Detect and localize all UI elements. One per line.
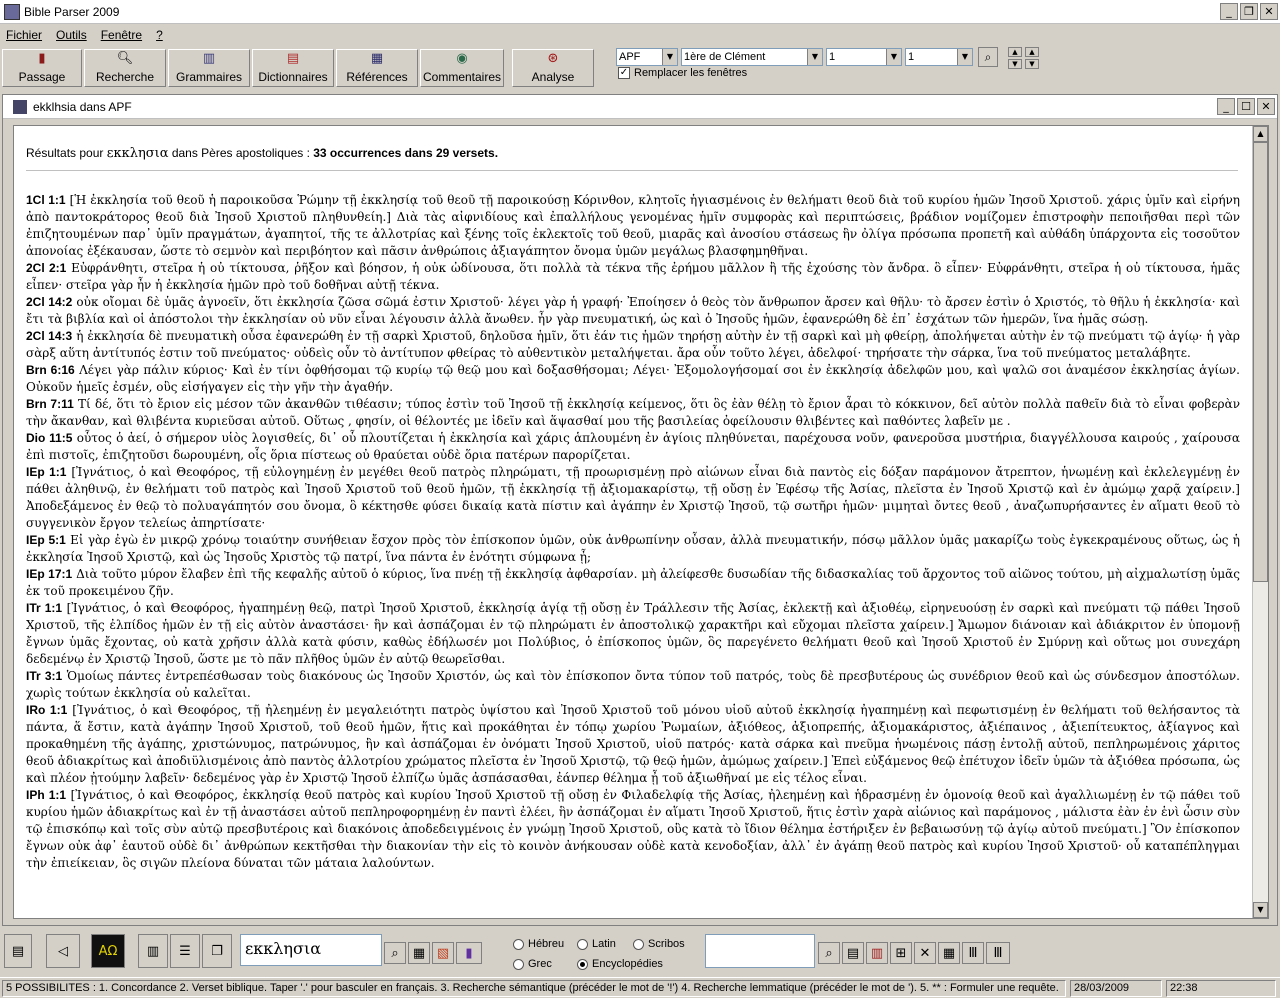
commentaires-button[interactable]: ◉ Commentaires [420,49,504,87]
verse-text: Διὰ τοῦτο μύρον ἔλαβεν ἐπὶ τῆς κεφαλῆς αὐτοῦ ὁ κύριος, ἵνα πνέῃ τῇ ἐκκλησίᾳ ἀφθαρσίαν. μὴ ἀλείφεσθε δυσωδίαν τῆς διδασκαλίας τοῦ ἄρχοντος τοῦ αἰῶνος τούτου, μὴ αἰχμαλωτίσῃ ὑμᾶς ἐκ τοῦ προκειμένου ζῆν. [26,567,1241,598]
close-button[interactable]: ✕ [1260,3,1278,20]
chevron-down-icon: ▼ [957,49,972,65]
vertical-scrollbar[interactable] [1252,126,1268,918]
back-triangle-icon[interactable]: ◁ [46,934,80,968]
book-select[interactable]: 1ère de Clément ▼ [681,48,823,66]
scroll-down-icon[interactable]: ▼ [1253,902,1268,918]
verse-text: οὗτος ὁ ἀεί, ὁ σήμερον υἱὸς λογισθείς, δι᾽ οὗ πλουτίζεται ἡ ἐκκλησία καὶ χάρις ἁπλουμένη ἐν ἁγίοις πληθύνεται, παρέχουσα νοῦν, φανεροῦσα μυστήρια, διαγγέλλουσα καιρούς , χαίρουσα ἐπὶ πιστοῖς, ἐπιζητοῦσι δωρουμένη, οἷς ὅρια πίστεως οὐ θραύεται οὐδὲ ὅρια πατέρων παρορίζεται. [26,431,1240,462]
verse-entry[interactable] [26,566,1240,600]
verse-reference[interactable]: IRo 1:1 [26,703,68,717]
book-stack-icon[interactable]: ▥ [866,942,888,964]
app-icon [4,4,20,20]
verse-text: Ὁμοίως πάντες ἐντρεπέσθωσαν τοὺς διακόνους ὡς Ἰησοῦν Χριστόν, ὡς καὶ τὸν ἐπίσκοπον ὄντα τύπον τοῦ πατρός, τοὺς δὲ πρεσβυτέρους ὡς συνέδριον θεοῦ καὶ ὡς σύνδεσμον ἀποστόλων. χωρὶς τούτων ἐκκλησία οὐ καλεῖται. [26,669,1240,700]
minimize-button[interactable]: _ [1220,3,1238,20]
results-window [2,94,1278,926]
verse-reference[interactable]: IEp 5:1 [26,533,66,547]
verse-text: Τί δέ, ὅτι τὸ ἔριον εἰς μέσον τῶν ἀκανθῶν τιθέασιν; τύπος ἐστὶν τοῦ Ἰησοῦ τῇ ἐκκλησίᾳ κείμενος, ὅτι ὃς ἐὰν θέλῃ τὸ ἔριον ἆραι τὸ κόκκινον, δεῖ αὐτὸν πολλὰ παθεῖν διὰ τὸ εἶναι φοβερὰν τὴν ἄκανθαν, καὶ θλιβέντα κυριεῦσαι αὐτοῦ. Οὕτως , φησίν, οἱ θέλοντές με ἰδεῖν καὶ ἅψασθαί μου τῆς βασιλείας ὀφείλουσιν θλιβέντες καὶ παθόντες λαβεῖν με . [26,397,1241,428]
child-close-button[interactable]: ✕ [1257,98,1275,115]
document-icon[interactable]: ▤ [842,942,864,964]
columns-icon[interactable]: ▥ [138,934,168,968]
verse-text: [Ἰγνάτιος, ὁ καὶ Θεοφόρος, ἐκκλησίᾳ θεοῦ πατρὸς καὶ κυρίου Ἰησοῦ Χριστοῦ τῇ οὔσῃ ἐν Φιλαδελφίᾳ τῆς Ἀσίας, ἠλεημένῃ καὶ ἡδρασμένῃ ἐν ὁμονοίᾳ θεοῦ καὶ ἀγαλλιωμένῃ ἐν τῷ πάθει τοῦ κυρίου ἡμῶν ἀδιακρίτως καὶ ἐν τῇ ἀναστάσει αὐτοῦ πεπληροφορημένῃ ἐν παντὶ ἐλέει, ἣν ἀσπάζομαι ἐν αἵματι Ἰησοῦ Χριστοῦ, ἥτις ἐστὶν χαρὰ αἰώνιος καὶ παράμονος , μάλιστα ἐὰν ἐν ἑνὶ ὦσιν σὺν τῷ ἐπισκόπῳ καὶ τοῖς σὺν αὐτῷ πρεσβυτέροις καὶ διακόνοις ἀποδεδειγμένοις ἐν γνώμῃ Ἰησοῦ Χριστοῦ, οὓς κατὰ τὸ ἴδιον θέλημα ἐστήριξεν ἐν βεβαιωσύνῃ τῷ ἁγίῳ αὐτοῦ πνεύματι.] Ὃν ἐπίσκοπον ἔγνων οὐκ ἀφ᾽ ἑαυτοῦ οὐδὲ δι᾽ ἀνθρώπων κεκτῆσθαι τὴν διακονίαν τὴν εἰς τὸ κοινὸν ἀνήκουσαν οὐδὲ κατὰ κενοδοξίαν, ἀλλ᾽ ἐν ἀγάπῃ θεοῦ πατρὸς καὶ κυρίου Ἰησοῦ Χριστοῦ· οὗ καταπέπληγμαι τὴν ἐπιείκειαν, ὃς σιγῶν πλείονα δύναται τῶν μάταια λαλούντων. [26,788,1241,870]
alpha-icon[interactable]: ΑΩ [91,934,125,968]
text-icon[interactable]: Ⅲ [962,942,984,964]
verse-select[interactable]: 1 ▼ [905,48,973,66]
verse-entry[interactable] [26,362,1240,396]
verse-entry[interactable] [26,328,1240,362]
table-icon[interactable]: ▦ [938,942,960,964]
chevron-down-icon: ▼ [807,49,822,65]
chevron-down-icon: ▼ [886,49,901,65]
menu-bar [0,25,1280,45]
verse-entry[interactable] [26,294,1240,328]
verse-text: Λέγει γὰρ πάλιν κύριος· Καὶ ἐν τίνι ὀφθήσομαι τῷ κυρίῳ τῷ θεῷ μου καὶ δοξασθήσομαι; Λέγει· Ἐξομολογήσομαί σοι ἐν ἐκκλησίᾳ ἀδελφῶν μου, καὶ ψαλῶ σοι ἀναμέσον ἐκκλησίας ἁγίων. Οὐκοῦν ἡμεῖς ἐσμέν, οὓς εἰσήγαγεν εἰς τὴν γῆν τὴν ἀγαθήν. [26,363,1240,394]
windows-icon[interactable]: ❐ [202,934,232,968]
verse-entry[interactable] [26,787,1240,872]
status-date: 28/03/2009 [1070,980,1162,997]
results-panel [13,125,1269,919]
analyse-button[interactable]: ⊛ Analyse [512,49,594,87]
magnifier-icon[interactable]: ⌕ [384,942,406,964]
replace-windows-option[interactable]: ✓ Remplacer les fenêtres [619,67,748,79]
swatch-icon[interactable]: ▧ [432,942,454,964]
spin-down-left[interactable]: ▼ [1008,59,1022,69]
globe-icon: ◉ [456,51,468,66]
status-time: 22:38 [1166,980,1276,997]
search-input[interactable]: εκκλησια [240,934,382,966]
spin-up-right[interactable]: ▲ [1025,47,1039,57]
notes-icon[interactable]: ▤ [4,934,32,968]
radio-grec[interactable]: Grec [513,958,552,970]
verse-entry[interactable] [26,668,1240,702]
scroll-up-icon[interactable]: ▲ [1253,126,1268,142]
references-button[interactable]: ▦ Références [336,49,418,87]
child-minimize-button[interactable]: _ [1217,98,1235,115]
radio-hebreu[interactable]: Hébreu [513,938,564,950]
verse-reference[interactable]: 2Cl 14:2 [26,295,73,309]
spin-up-left[interactable]: ▲ [1008,47,1022,57]
verse-text: [Ἡ ἐκκλησία τοῦ θεοῦ ἡ παροικοῦσα Ῥώμην τῇ ἐκκλησίᾳ τοῦ θεοῦ τῇ παροικούσῃ Κόρινθον, κλητοῖς ἡγιασμένοις ἐν θελήματι θεοῦ διὰ τοῦ κυρίου ἡμῶν Ἰησοῦ Χριστοῦ. χάρις ὑμῖν καὶ εἰρήνη ἀπὸ παντοκράτορος θεοῦ διὰ Ἰησοῦ Χριστοῦ πληθυνθείη.] Διὰ τὰς αἰφνιδίους καὶ ἐπαλλήλους γενομένας ἡμῖν συμφορὰς καὶ περιπτώσεις, βράδιον νομίζομεν ἐπιστροφὴν πεποιῆσθαι περὶ τῶν ἐπιζητουμένων παρ᾽ ὑμῖν πραγμάτων, ἀγαπητοί, τῆς τε ἀλλοτρίας καὶ ξένης τοῖς ἐκλεκτοῖς τοῦ θεοῦ, μιαρᾶς καὶ ἀνοσίου στάσεως ἣν ὀλίγα πρόσωπα προπετῆ καὶ αὐθάδη ὑπάρχοντα εἰς τοσοῦτον ἀπονοίας ἐξέκαυσαν, ὥστε τὸ σεμνὸν καὶ περιβόητον καὶ πᾶσιν ἀνθρώποις ἀξιαγάπητον ὄνομα ὑμῶν μεγάλως βλασφημηθῆναι. [26,193,1240,258]
menu-fenetre[interactable]: Fenêtre [100,28,143,42]
grid-icon[interactable]: ▦ [408,942,430,964]
verse-entry[interactable] [26,192,1240,260]
search-term: εκκλησια [106,146,169,161]
verse-entry[interactable] [26,464,1240,532]
results-list [26,192,1240,872]
verse-text: Εἰ γὰρ ἐγὼ ἐν μικρῷ χρόνῳ τοιαύτην συνήθειαν ἔσχον πρὸς τὸν ἐπίσκοπον ὑμῶν, οὐκ ἀνθρωπίνην οὖσαν, ἀλλὰ πνευματικήν, πόσῳ μᾶλλον ὑμᾶς μακαρίζω τοὺς ἐγκεκραμένους οὕτως, ὡς ἡ ἐκκλησία Ἰησοῦ Χριστῷ, καὶ ὡς Ἰησοῦς Χριστὸς τῷ πατρί, ἵνα πάντα ἐν ἑνότητι σύμφωνα ᾖ; [26,533,1240,564]
verse-text: ἡ ἐκκλησία δὲ πνευματικὴ οὖσα ἐφανερώθη ἐν τῇ σαρκὶ Χριστοῦ, δηλοῦσα ἡμῖν, ὅτι ἐάν τις ἡμῶν τηρήσῃ αὐτὴν ἐν τῇ σαρκὶ καὶ μὴ φθείρῃ, ἀπολήψεται αὐτὴν ἐν τῷ πνεύματι τῷ ἁγίῳ· ἡ γὰρ σὰρξ αὕτη ἀντίτυπός ἐστιν τοῦ πνεύματος· οὐδεὶς οὖν τὸ ἀντίτυπον φθείρας τὸ αὐθεντικὸν μεταλήψεται. ἄρα οὖν τοῦτο λέγει, ἀδελφοί· τηρήσατε τὴν σάρκα, ἵνα τοῦ πνεύματος μεταλάβητε. [26,329,1240,360]
verse-entry[interactable] [26,430,1240,464]
verse-reference[interactable]: Dio 11:5 [26,431,73,445]
menu-fichier[interactable]: Fichier [6,28,43,42]
grammaires-button[interactable]: ▥ Grammaires [168,49,250,87]
books-icon: ▥ [202,51,216,66]
secondary-input[interactable] [705,934,815,968]
verse-entry[interactable] [26,396,1240,430]
radio-encyclopedies[interactable]: Encyclopédies [577,958,663,970]
scroll-thumb[interactable] [1253,142,1268,582]
verse-reference[interactable]: IEp 1:1 [26,465,67,479]
results-window-title: ekklhsia dans APF [33,99,132,114]
verse-reference[interactable]: Brn 7:11 [26,397,74,411]
verse-reference[interactable]: 2Cl 2:1 [26,261,67,275]
dictionary-icon: ▤ [286,51,300,66]
magnifier-icon: ⌕ [984,49,992,64]
dictionnaires-button[interactable]: ▤ Dictionnaires [252,49,334,87]
verse-reference[interactable]: 1Cl 1:1 [26,193,66,207]
verse-text: [Ἰγνάτιος, ὁ καὶ Θεοφόρος, τῇ εὐλογημένῃ ἐν μεγέθει θεοῦ πατρὸς πληρώματι, τῇ προωρισμένῃ πρὸ αἰώνων εἶναι διὰ παντὸς εἰς δόξαν παράμονον ἄτρεπτον, ἡνωμένῃ καὶ ἐκλελεγμένῃ ἐν πάθει ἀληθινῷ, ἐν θελήματι τοῦ πατρὸς καὶ Ἰησοῦ Χριστοῦ τοῦ θεοῦ ἡμῶν, τῇ ἐκκλησίᾳ τῇ ἀξιομακαρίστῳ, τῇ οὔσῃ ἐν Ἐφέσῳ τῆς Ἀσίας, πλεῖστα ἐν Ἰησοῦ Χριστῷ καὶ ἐν ἀμώμῳ χαρᾷ χαίρειν.] Ἀποδεξάμενος ἐν θεῷ τὸ πολυαγάπητόν σου ὄνομα, ὃ κέκτησθε φύσει δικαίᾳ κατὰ πίστιν καὶ ἀγάπην ἐν Χριστῷ Ἰησοῦ, τῷ σωτῆρι ἡμῶν· μιμηταὶ ὄντες θεοῦ , ἀναζωπυρήσαντες ἐν αἵματι θεοῦ τὸ συγγενικὸν ἔργον τελείως ἀπηρτίσατε· [26,465,1240,530]
app-titlebar [0,0,1280,24]
results-summary: Résultats pour εκκλησια dans Pères apostoliques : 33 occurrences dans 29 versets. [26,146,499,161]
chart-icon[interactable]: ▮ [456,942,482,964]
checkbox-checked[interactable]: ✓ [619,67,629,78]
status-message: 5 POSSIBILITES : 1. Concordance 2. Verset biblique. Taper '.' pour basculer en français. 3. Recherche sémantique (précéder le mot de '!') 4. Recherche lemmatique (précéder le mot de '). 5. ** : Formuler une requête. [2,980,1066,997]
occurrence-count: 33 occurrences dans 29 versets. [313,146,499,160]
menu-help[interactable]: ? [156,28,163,42]
go-search-button[interactable] [978,47,998,67]
verse-reference[interactable]: Brn 6:16 [26,363,75,377]
restore-button[interactable]: ❐ [1240,3,1258,20]
verse-text: οὐκ οἴομαι δὲ ὑμᾶς ἀγνοεῖν, ὅτι ἐκκλησία ζῶσα σῶμά ἐστιν Χριστοῦ· λέγει γὰρ ἡ γραφή· Ἐποίησεν ὁ θεὸς τὸν ἄνθρωπον ἄρσεν καὶ θῆλυ· τὸ ἄρσεν ἐστὶν ὁ Χριστός, τὸ θῆλυ ἡ ἐκκλησία· καὶ ἔτι τὰ βιβλία καὶ οἱ ἀπόστολοι τὴν ἐκκλησίαν οὐ νῦν εἶναι λέγουσιν ἀλλὰ ἄνωθεν. ἦν γὰρ πνευματική, ὡς καὶ ὁ Ἰησοῦς ἡμῶν, ἐφανερώθη δὲ ἐπ᾽ ἐσχάτων τῶν ἡμερῶν, ἵνα ἡμᾶς σώσῃ. [26,295,1240,326]
references-icon: ▦ [370,51,384,66]
verse-reference[interactable]: IEp 17:1 [26,567,73,581]
verse-text: Εὐφράνθητι, στεῖρα ἡ οὐ τίκτουσα, ῥῆξον καὶ βόησον, ἡ οὐκ ὠδίνουσα, ὅτι πολλὰ τὰ τέκνα τῆς ἐρήμου μᾶλλον ἢ τῆς ἐχούσης τὸν ἄνδρα. ὃ εἶπεν· Εὐφράνθητι, στεῖρα ἡ οὐ τίκτουσα, ἡμᾶς εἶπεν· στεῖρα γὰρ ἦν ἡ ἐκκλησία ἡμῶν πρὸ τοῦ δοθῆναι αὐτῇ τέκνα. [26,261,1241,292]
chapter-select[interactable]: 1 ▼ [826,48,902,66]
verse-reference[interactable]: ITr 3:1 [26,669,63,683]
radio-scribos[interactable]: Scribos [633,938,685,950]
verse-reference[interactable]: 2Cl 14:3 [26,329,73,343]
tree-icon[interactable]: ⊞ [890,942,912,964]
lines-icon[interactable]: ☰ [170,934,200,968]
verse-text: [Ἰγνάτιος, ὁ καὶ Θεοφόρος, ἠγαπημένῃ θεῷ, πατρὶ Ἰησοῦ Χριστοῦ, ἐκκλησίᾳ ἁγίᾳ τῇ οὔσῃ ἐν Τράλλεσιν τῆς Ἀσίας, ἐκλεκτῇ καὶ ἀξιοθέῳ, εἰρηνευούσῃ ἐν σαρκὶ καὶ πνεύματι τῷ πάθει Ἰησοῦ Χριστοῦ, τῆς ἐλπίδος ἡμῶν ἐν τῇ εἰς αὐτὸν ἀναστάσει· ἣν καὶ ἀσπάζομαι ἐν τῷ πληρώματι ἐν ἀποστολικῷ χαρακτῆρι καὶ εὔχομαι πλεῖστα χαίρειν.] Ἄμωμον διάνοιαν καὶ ἀδιάκριτον ἐν ὑπομονῇ ἔγνων ὑμᾶς ἔχοντας, οὐ κατὰ χρῆσιν ἀλλὰ κατὰ φύσιν, καθὼς ἐδήλωσέν μοι Πολύβιος, ὁ ἐπίσκοπος ὑμῶν, ὃς παρεγένετο θελήματι θεοῦ καὶ Ἰησοῦ Χριστοῦ ἐν Σμύρνῃ καὶ οὕτως μοι συνεχάρη δεδεμένῳ ἐν Χριστῷ Ἰησοῦ, ὥστε με τὸ πᾶν πλῆθος ὑμῶν ἐν αὐτῷ θεωρεῖσθαι. [26,601,1240,666]
magnifier-icon: 🔍︎ [116,51,134,66]
app-title: Bible Parser 2009 [24,4,120,19]
tools-icon[interactable]: ✕ [914,942,936,964]
verse-text: [Ἰγνάτιος, ὁ καὶ Θεοφόρος, τῇ ἠλεημένῃ ἐν μεγαλειότητι πατρὸς ὑψίστου καὶ Ἰησοῦ Χριστοῦ τοῦ μόνου υἱοῦ αὐτοῦ ἐκκλησίᾳ ἠγαπημένῃ καὶ πεφωτισμένῃ ἐν θελήματι τοῦ θελήσαντος τὰ πάντα, ἅ ἔστιν, κατὰ ἀγάπην Ἰησοῦ Χριστοῦ, τοῦ θεοῦ ἡμῶν, ἥτις καὶ προκάθηται ἐν τόπῳ χωρίου Ῥωμαίων, ἀξιόθεος, ἀξιοπρεπής, ἀξιομακάριστος, ἀξιέπαινος , ἀξιεπίτευκτος, ἀξίαγνος καὶ προκαθημένη τῆς ἀγάπης, χριστώνυμος, πατρώνυμος, ἣν καὶ ἀσπάζομαι ἐν ὀνόματι Ἰησοῦ Χριστοῦ, υἱοῦ πατρός· κατὰ σάρκα καὶ πνεῦμα ἡνωμένοις πάσῃ ἐντολῇ αὐτοῦ, πεπληρωμένοις χάριτος θεοῦ ἀδιακρίτως καὶ ἀποδιϋλισμένοις ἀπὸ παντὸς ἀλλοτρίου χρώματος πλεῖστα ἐν Ἰησοῦ Χριστῷ, τῷ θεῷ ἡμῶν, ἀμώμως χαίρειν.] Ἐπεὶ εὐξάμενος θεῷ ἐπέτυχον ἰδεῖν ὑμῶν τὰ ἀξιόθεα πρόσωπα, ὡς καὶ πλέον ᾐτούμην λαβεῖν· δεδεμένος γὰρ ἐν Χριστῷ Ἰησοῦ ἐλπίζω ὑμᾶς ἀσπάσασθαι, ἐάνπερ θέλημα ᾖ τοῦ ἀξιωθῆναί με εἰς τέλος εἶναι. [26,703,1240,785]
analyse-icon: ⊛ [547,51,559,66]
language-options [513,936,703,972]
verse-entry[interactable] [26,260,1240,294]
book-icon: ▮ [38,51,46,66]
version-select[interactable]: APF ▼ [616,48,678,66]
document-icon [13,100,27,114]
verse-entry[interactable] [26,532,1240,566]
passage-button[interactable]: ▮ Passage [2,49,82,87]
verse-entry[interactable] [26,600,1240,668]
verse-entry[interactable] [26,702,1240,787]
recherche-button[interactable]: 🔍︎ Recherche [84,49,166,87]
spin-down-right[interactable]: ▼ [1025,59,1039,69]
status-bar [0,977,1280,998]
radio-latin[interactable]: Latin [577,938,616,950]
results-window-titlebar [3,95,1277,119]
pillars-icon[interactable]: Ⅲ [986,942,1010,964]
menu-outils[interactable]: Outils [56,28,87,42]
bottom-toolbar [0,928,1280,976]
divider [26,170,1238,171]
child-maximize-button[interactable]: ☐ [1237,98,1255,115]
search-icon[interactable]: ⌕ [818,942,840,964]
verse-reference[interactable]: IPh 1:1 [26,788,67,802]
verse-reference[interactable]: ITr 1:1 [26,601,63,615]
chevron-down-icon: ▼ [662,49,677,65]
